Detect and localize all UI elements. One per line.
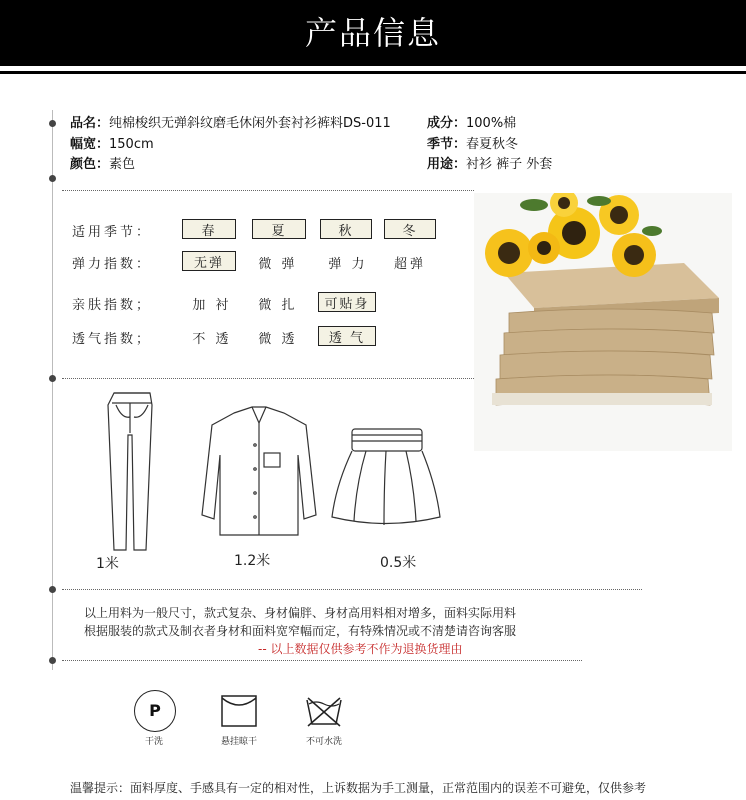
product-usage [427,153,552,172]
note-warning: -- 以上数据仅供参考不作为退换货理由 [258,642,463,656]
color-value: 素色 [109,157,136,172]
skirt-amount: 0.5米 [380,555,417,571]
product-name [70,112,391,131]
product-width [70,133,154,152]
product-composition [427,112,516,131]
no-wash-icon [304,694,344,728]
width-label: 幅宽： [70,137,110,152]
separator [62,378,474,379]
usage-label: 用途： [427,157,467,172]
timeline-dot [49,657,56,664]
fabric-stack-image [474,193,732,451]
pants-sketch-icon [100,385,160,555]
season-value: 春夏秋冬 [466,137,519,152]
shirt-sketch-icon [194,405,324,545]
name-label: 品名： [70,116,110,131]
skin-option: 可贴身 [318,292,376,312]
footer-note: 温馨提示：面料厚度、手感具有一定的相对性，上诉数据为手工测量，正常范围内的误差不可避免，仅供参考 [70,781,647,795]
hang-dry-icon [220,694,258,728]
elasticity-option: 无弹 [182,251,236,271]
skin-option: 加 衬 [192,298,232,313]
timeline-dot [49,175,56,182]
breath-option: 微 透 [258,332,298,347]
skin-option: 微 扎 [258,298,298,313]
hang-dry-label: 悬挂晾干 [220,737,257,747]
attr-label-breathability: 透气指数； [72,332,153,347]
attr-label-elasticity: 弹力指数： [72,257,153,272]
skirt-sketch-icon [326,425,446,535]
timeline-dot [49,586,56,593]
color-label: 颜色： [70,157,110,172]
composition-label: 成分： [427,116,467,131]
attr-label-skin: 亲肤指数； [72,298,153,313]
page-title: 产品信息 [304,14,441,52]
separator [62,589,642,590]
timeline-dot [49,375,56,382]
no-wash-label: 不可水洗 [305,737,342,747]
product-season [427,133,518,152]
season-option: 冬 [384,219,436,239]
elasticity-option: 超弹 [393,257,426,272]
shirt-amount: 1.2米 [234,553,271,569]
pants-amount: 1米 [96,556,119,572]
name-value: 纯棉梭织无弹斜纹磨毛休闲外套衬衫裤料DS-011 [109,116,391,131]
usage-value: 衬衫 裤子 外套 [466,157,553,172]
breath-option: 透 气 [318,326,376,346]
product-color [70,153,135,172]
season-label: 季节： [427,137,467,152]
season-option: 春 [182,219,236,239]
breath-option: 不 透 [192,332,232,347]
timeline-dot [49,120,56,127]
note-line-2: 根据服装的款式及制衣者身材和面料宽窄幅而定，有特殊情况或不清楚请咨询客服 [84,624,517,638]
separator [62,190,474,191]
fabric-photo [474,193,732,451]
width-value: 150cm [109,137,154,152]
header-rule [0,71,746,74]
attr-label-season: 适用季节： [72,225,153,240]
note-line-1: 以上用料为一般尺寸，款式复杂、身材偏胖、身材高用料相对增多，面料实际用料 [84,606,517,620]
dry-clean-icon: P [134,690,176,732]
season-option: 夏 [252,219,306,239]
separator [62,660,582,661]
season-option: 秋 [320,219,372,239]
composition-value: 100%棉 [466,116,517,131]
elasticity-option: 微 弹 [258,257,298,272]
dry-clean-label: 干洗 [144,737,163,747]
elasticity-option: 弹 力 [328,257,368,272]
